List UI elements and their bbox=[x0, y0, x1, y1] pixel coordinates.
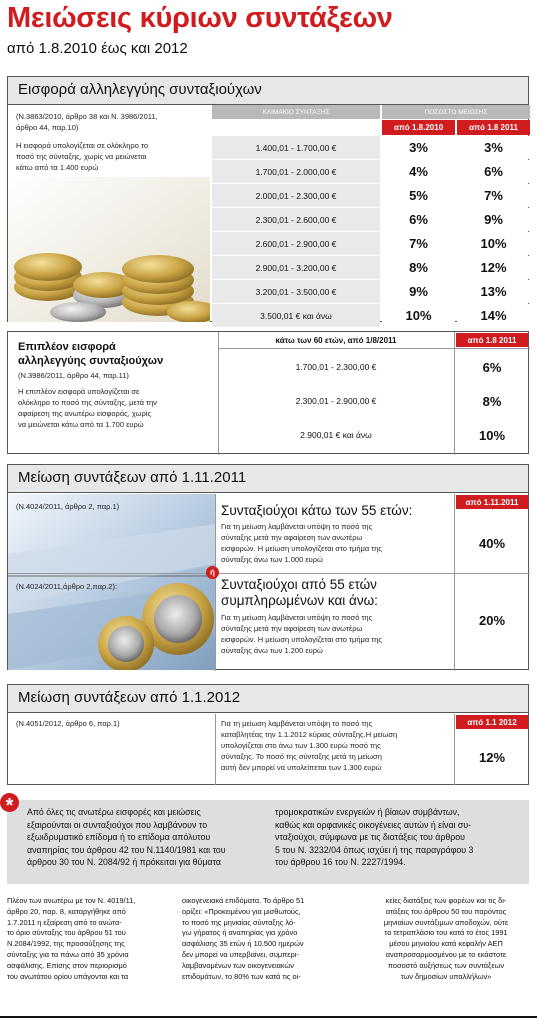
col-2010-header: από 1.8.2010 bbox=[382, 120, 455, 135]
bracket-cell: 3.200,01 - 3.500,00 € bbox=[212, 280, 380, 303]
bracket-cell: 2.000,01 - 2.300,00 € bbox=[212, 184, 380, 207]
bracket-cell: 2.300,01 - 2.900,00 € bbox=[295, 396, 377, 406]
col-2011-header: από 1.8 2011 bbox=[457, 120, 530, 135]
law-reference: (Ν.3863/2010, άρθρο 38 και Ν. 3986/2011, άρθρο 44, παρ.10) bbox=[16, 112, 158, 132]
percent-cell: 12% bbox=[478, 749, 506, 765]
percent-under-55: 40% bbox=[478, 535, 506, 551]
footer-column-1: Πλέον των ανωτέρω με τον Ν. 4019/11, άρθρο 20, παρ. 8, καταργήθηκε από 1.7.2011 η εξαίρεση από το ανώτα- το όριο σύνταξης του άρθρου 51 του Ν.2084/1992, της προσαύξησης της σύνταξης για τα πάνω από 35 χρόνια ασφάλισης. Επίσης στον περιορισμό του ανωτάτου ορίου υπάγονται και τα bbox=[7, 896, 136, 981]
date-badge: από 1.8 2011 bbox=[456, 333, 528, 347]
percent-2010-cell: 6% bbox=[382, 208, 455, 231]
law-reference: (Ν.4024/2011,άρθρο 2,παρ.2): bbox=[16, 582, 118, 591]
page-subtitle: από 1.8.2010 έως και 2012 bbox=[7, 40, 188, 57]
section-extra-contribution bbox=[7, 331, 529, 454]
contribution-table bbox=[212, 105, 530, 327]
percent-2011-cell: 12% bbox=[457, 256, 530, 279]
date-badge: από 1.1 2012 bbox=[456, 715, 528, 729]
percent-2010-cell: 9% bbox=[382, 280, 455, 303]
section-reduction-2012 bbox=[7, 684, 529, 785]
section-title: Επιπλέον εισφορά αλληλεγγύης συνταξιούχων bbox=[18, 341, 164, 367]
table-subheader bbox=[212, 120, 530, 135]
asterisk-icon: * bbox=[0, 793, 19, 812]
percent-2010-cell: 8% bbox=[382, 256, 455, 279]
coins-photo bbox=[8, 177, 210, 322]
subsection-over-55-description: Για τη μείωση λαμβάνεται υπόψη το ποσό της σύνταξης μετά την αφαίρεση των ανωτέρω εισφορών. Η μείωση υπολογίζεται στο τμήμα της σύνταξης άνω των 1.200 ευρώ bbox=[221, 613, 382, 655]
table-row bbox=[212, 304, 530, 327]
or-badge: ή bbox=[206, 566, 219, 579]
bracket-cell: 2.900,01 € και άνω bbox=[300, 430, 372, 440]
section-description: Για τη μείωση λαμβάνεται υπόψη το ποσό της καταβλητέας την 1.1.2012 κύριας σύνταξης.Η μείωση υπολογίζεται στο άνω των 1.300 ευρώ ποσό της σύνταξης. Το ποσό της σύνταξης μετά τη μείωση αυτή δεν μπορεί να υπολείπεται των 1.300 ευρώ bbox=[221, 719, 398, 772]
percent-2011-cell: 13% bbox=[457, 280, 530, 303]
exemption-note bbox=[7, 800, 529, 884]
percent-2011-cell: 6% bbox=[457, 160, 530, 183]
law-reference: (Ν.4024/2011, άρθρο 2, παρ.1) bbox=[16, 502, 120, 511]
col-percent-header: ΠΟΣΟΣΤΟ ΜΕΙΩΣΗΣ bbox=[382, 105, 530, 119]
table-row bbox=[212, 232, 530, 255]
percent-2011-cell: 10% bbox=[457, 232, 530, 255]
percent-2010-cell: 10% bbox=[382, 304, 455, 327]
subsection-over-55-title: Συνταξιούχοι από 55 ετών συμπληρωμένων και άνω: bbox=[221, 577, 378, 608]
table-row bbox=[212, 280, 530, 303]
note-column-right: τρομοκρατικών ενεργειών ή βίαιων συμβάντων, καθώς και ορφανικές οικογένειες αυτών ή είναι συ- νταξιούχοι, σύμφωνα με τις διατάξεις του άρθρου 5 του Ν. 3232/04 όπως ισχύει ή της παραγράφου 3 του άρθρου 16 του Ν. 2227/1994. bbox=[275, 807, 474, 867]
percent-2010-cell: 7% bbox=[382, 232, 455, 255]
table-row bbox=[212, 256, 530, 279]
percent-cell: 8% bbox=[482, 393, 502, 409]
section-title: Εισφορά αλληλεγγύης συνταξιούχων bbox=[8, 77, 528, 105]
table-row bbox=[212, 136, 530, 159]
section-description: Η επιπλέον εισφορά υπολογίζεται σε ολόκληρο το ποσό της σύνταξης, μετά την αφαίρεση της ανωτέρω εισφοράς, χωρίς να μειώνεται κάτω από τα 1.700 ευρώ bbox=[18, 387, 157, 429]
percent-2011-cell: 7% bbox=[457, 184, 530, 207]
percent-2010-cell: 4% bbox=[382, 160, 455, 183]
section-title: Μείωση συντάξεων από 1.1.2012 bbox=[8, 685, 528, 713]
section-reduction-2011 bbox=[7, 464, 529, 670]
percent-2011-cell: 14% bbox=[457, 304, 530, 327]
table-row bbox=[212, 160, 530, 183]
bracket-cell: 1.700,01 - 2.300,00 € bbox=[295, 362, 377, 372]
footer-column-2: οικογενειακά επιδόματα. Το άρθρο 51 ορίζει: «Προκειμένου για μισθωτούς, το ποσό της μηνιαίας σύνταξης λό- γω γήρατος ή αναπηρίας για χρόνο ασφάλισης 35 ετών ή 10.500 ημερών δεν μπορεί να υπερβαίνει, συμπερι- λαμβανομένων των οικογενειακών επιδομάτων, το 80% των κατά τις οι- bbox=[182, 896, 305, 981]
law-reference: (Ν.3986/2011, άρθρο 44, παρ.11) bbox=[18, 371, 129, 380]
section-solidarity-contribution bbox=[7, 76, 529, 322]
footer-column-3: κείες διατάξεις των φορέων και τις δι- ατάξεις του άρθρου 50 του παρόντος μηνιαίων συντάξιμων αποδοχών, ούτε το τετραπλάσιο του κατά το έτος 1991 μέσου μηνιαίου κατά κεφαλήν ΑΕΠ αναπροσαρμοσμένου με το εκάστοτε ποσοστό αυξήσεως των συντάξεων των δημοσίων υπαλλήλων» bbox=[383, 896, 509, 981]
bracket-cell: 2.600,01 - 2.900,00 € bbox=[212, 232, 380, 255]
subsection-under-55-description: Για τη μείωση λαμβάνεται υπόψη το ποσό της σύνταξης μετά την αφαίρεση των ανωτέρω εισφορών. Η μείωση υπολογίζεται στο τμήμα της σύνταξης άνω των 1.000 ευρώ bbox=[221, 522, 382, 564]
percent-cell: 10% bbox=[478, 427, 506, 443]
bracket-cell: 2.900,01 - 3.200,00 € bbox=[212, 256, 380, 279]
percent-cell: 6% bbox=[482, 359, 502, 375]
bracket-cell: 1.400,01 - 1.700,00 € bbox=[212, 136, 380, 159]
bracket-cell: 3.500,01 € και άνω bbox=[212, 304, 380, 327]
table-row bbox=[212, 208, 530, 231]
percent-2011-cell: 9% bbox=[457, 208, 530, 231]
note-column-left: Από όλες τις ανωτέρω εισφορές και μειώσεις εξαιρούνται οι συνταξιούχοι που λαμβάνουν το εξωιδρυματικό επίδομα ή το επίδομα απόλυτου αναπηρίας του άρθρου 42 του Ν.1140/1981 και του άρθρου 30 του Ν. 2084/92 ή πρόκειται για θύματα bbox=[27, 807, 226, 867]
table-row bbox=[212, 184, 530, 207]
table-header bbox=[212, 105, 530, 119]
bottom-rule bbox=[0, 1016, 537, 1018]
age-column-header: κάτω των 60 ετών, από 1/8/2011 bbox=[275, 335, 397, 345]
percent-over-55: 20% bbox=[478, 612, 506, 628]
bracket-cell: 2.300,01 - 2.600,00 € bbox=[212, 208, 380, 231]
col-scale-header: ΚΛΙΜΑΚΙΟ ΣΥΝΤΑΞΗΣ bbox=[212, 105, 380, 119]
percent-2010-cell: 3% bbox=[382, 136, 455, 159]
subsection-under-55-title: Συνταξιούχοι κάτω των 55 ετών: bbox=[221, 503, 413, 518]
page-title: Μειώσεις κύριων συντάξεων bbox=[7, 2, 393, 34]
percent-2010-cell: 5% bbox=[382, 184, 455, 207]
section-description: Η εισφορά υπολογίζεται σε ολόκληρο το ποσό της σύνταξης, χωρίς να μειώνεται κάτω από τα 1.400 ευρώ bbox=[16, 141, 148, 172]
law-reference: (Ν.4051/2012, άρθρο 6, παρ.1) bbox=[16, 719, 120, 728]
date-badge: από 1.11.2011 bbox=[456, 495, 528, 509]
percent-2011-cell: 3% bbox=[457, 136, 530, 159]
bracket-cell: 1.700,01 - 2.000,00 € bbox=[212, 160, 380, 183]
section-title: Μείωση συντάξεων από 1.11.2011 bbox=[8, 465, 528, 493]
